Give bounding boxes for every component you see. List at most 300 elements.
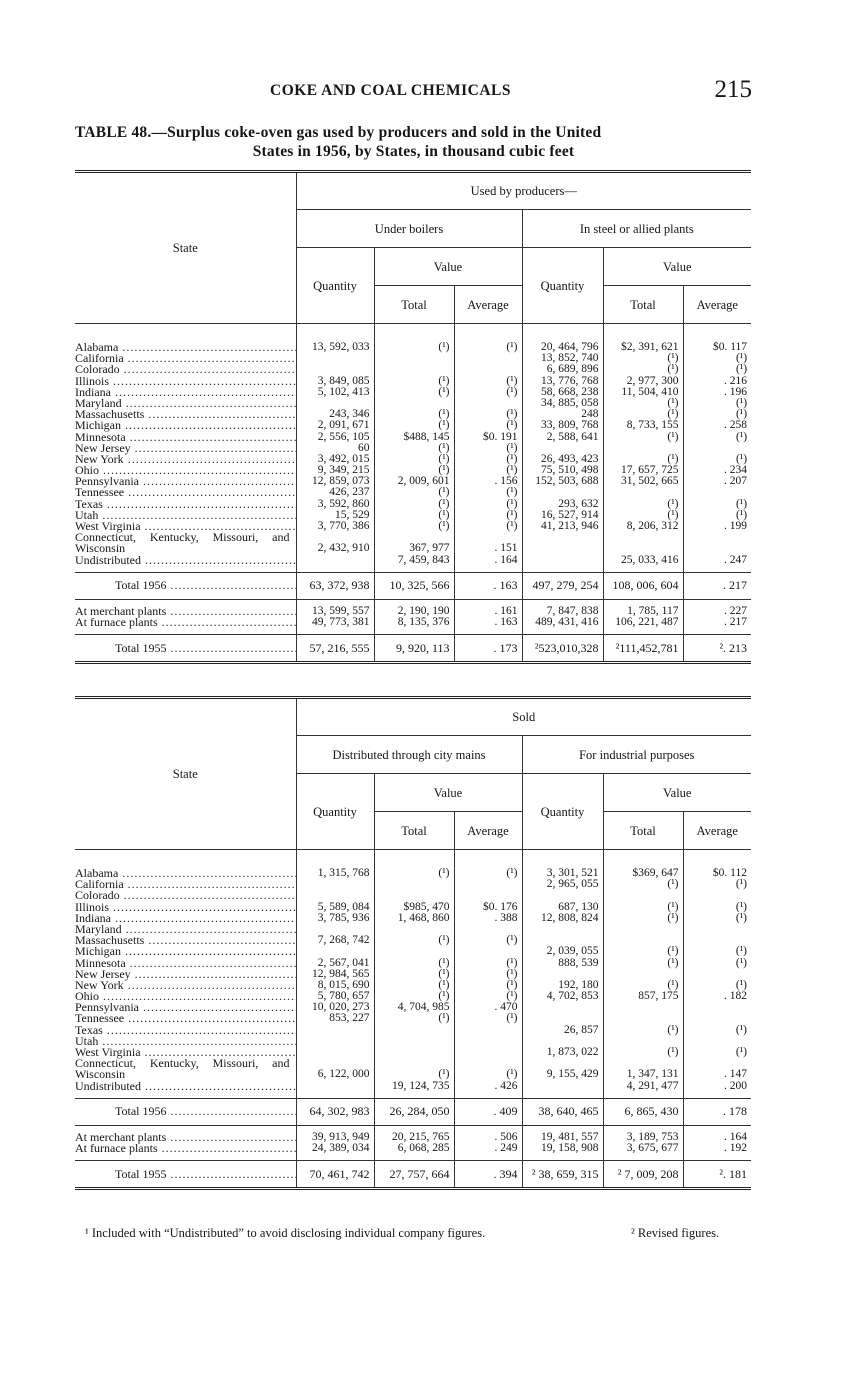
- value-cell: 4, 704, 985: [397, 1001, 450, 1014]
- total-value: ² 7, 009, 208: [603, 1161, 683, 1189]
- value-cell: [375, 946, 450, 957]
- value-cell: (¹): [735, 945, 747, 958]
- value-header: Value: [603, 248, 751, 286]
- value-cell: 12, 859, 073: [312, 475, 370, 488]
- value-cell: [375, 890, 450, 901]
- value-cell: $0. 112: [712, 867, 747, 879]
- value-cell: (¹): [735, 1023, 747, 1036]
- value-cell: $0. 117: [712, 341, 748, 353]
- value-cell: (¹): [438, 978, 450, 991]
- value-cell: [455, 1047, 518, 1058]
- value-cell: $0. 176: [483, 900, 518, 913]
- col-value-total-steel: [603, 324, 683, 573]
- value-cell: (¹): [667, 452, 679, 465]
- value-cell: 3, 785, 936: [317, 911, 370, 924]
- value-cell: (¹): [735, 430, 748, 443]
- state-label: New York .....: [75, 980, 296, 991]
- state-label: Illinois .....: [75, 902, 296, 913]
- plants-cell: [522, 1125, 603, 1160]
- value-cell: 8, 015, 690: [317, 978, 370, 991]
- value-cell: [684, 1002, 748, 1013]
- value-cell: (¹): [506, 374, 518, 387]
- value-cell: [375, 364, 450, 375]
- total-1955-row: [75, 635, 751, 663]
- value-cell: (¹): [735, 396, 748, 409]
- value-cell: (¹): [735, 911, 747, 924]
- value-cell: $369, 647: [632, 867, 679, 879]
- value-cell: 3, 301, 521: [546, 867, 599, 879]
- value-cell: 2, 039, 055: [546, 945, 599, 958]
- value-cell: (¹): [667, 945, 679, 958]
- total-value: ²523,010,328: [522, 635, 603, 663]
- merchant-plants-value: . 506: [494, 1130, 518, 1143]
- value-cell: 2, 091, 671: [317, 419, 370, 432]
- value-cell: (¹): [667, 878, 679, 891]
- value-cell: [523, 1013, 599, 1024]
- value-cell: 3, 592, 860: [317, 497, 370, 510]
- value-cell: (¹): [667, 1046, 679, 1058]
- value-cell: (¹): [506, 508, 518, 521]
- furnace-plants-value: 489, 431, 416: [535, 615, 599, 628]
- furnace-plants-label: At furnace plants .....: [75, 1143, 296, 1154]
- col-value-average-city: [454, 850, 522, 1099]
- state-label: Undistributed .....: [75, 1081, 296, 1092]
- value-cell: [455, 364, 518, 375]
- value-cell: (¹): [506, 341, 518, 353]
- total-value: 497, 279, 254: [522, 572, 603, 599]
- state-label: Texas .....: [75, 499, 296, 510]
- value-cell: [297, 1036, 370, 1047]
- value-header: Value: [603, 774, 751, 812]
- value-cell: (¹): [506, 486, 518, 499]
- total-header: Total: [603, 812, 683, 850]
- total-value: . 409: [454, 1098, 522, 1125]
- value-header: Value: [374, 774, 522, 812]
- page-header: [75, 78, 752, 108]
- value-cell: [375, 1036, 450, 1047]
- value-cell: (¹): [506, 520, 518, 532]
- value-cell: [297, 1081, 370, 1092]
- value-cell: 687, 130: [558, 900, 599, 913]
- state-label: Indiana .....: [75, 913, 296, 924]
- value-cell: [297, 879, 370, 890]
- value-cell: 6, 689, 896: [546, 363, 599, 376]
- value-cell: (¹): [438, 508, 450, 521]
- state-label: New Jersey .....: [75, 969, 296, 980]
- value-cell: 9, 155, 429: [546, 1068, 599, 1081]
- value-cell: 152, 503, 688: [535, 475, 599, 488]
- value-cell: . 470: [494, 1001, 518, 1014]
- value-cell: [455, 890, 518, 901]
- value-cell: 26, 493, 423: [541, 452, 599, 465]
- value-cell: 25, 033, 416: [621, 553, 679, 566]
- col-value-total-city: [374, 850, 454, 1099]
- group-header: Used by producers—: [296, 172, 751, 210]
- sold-table: [75, 696, 751, 1190]
- group-header: Sold: [296, 698, 751, 736]
- value-cell: 5, 102, 413: [317, 385, 370, 398]
- value-cell: 3, 770, 386: [317, 520, 370, 532]
- state-label: Texas .....: [75, 1025, 296, 1036]
- value-cell: 5, 589, 084: [317, 900, 370, 913]
- furnace-plants-value: . 163: [494, 615, 518, 628]
- value-cell: (¹): [667, 956, 679, 969]
- furnace-plants-value: 24, 389, 034: [312, 1141, 370, 1154]
- furnace-plants-value: 3, 675, 677: [626, 1141, 679, 1154]
- state-label: Michigan .....: [75, 420, 296, 431]
- value-cell: (¹): [438, 408, 450, 421]
- value-cell: (¹): [506, 408, 518, 421]
- value-cell: (¹): [506, 419, 518, 432]
- value-cell: (¹): [667, 1023, 679, 1036]
- value-cell: (¹): [735, 1046, 747, 1058]
- state-label: Colorado .....: [75, 890, 296, 901]
- value-cell: 13, 592, 033: [312, 341, 370, 353]
- total-value: . 178: [683, 1098, 751, 1125]
- value-cell: [297, 1025, 370, 1036]
- col-quantity-city: [296, 850, 374, 1099]
- value-cell: 13, 852, 740: [541, 352, 599, 365]
- plants-cell: [603, 599, 683, 634]
- value-cell: 3, 849, 085: [317, 374, 370, 387]
- value-cell: [297, 946, 370, 957]
- merchant-plants-value: . 227: [724, 604, 748, 617]
- value-cell: 60: [358, 441, 370, 454]
- value-cell: (¹): [667, 978, 679, 991]
- total-value: 26, 284, 050: [374, 1098, 454, 1125]
- total-1955-row: [75, 1161, 751, 1189]
- value-cell: [684, 924, 748, 935]
- col-quantity-steel: [522, 324, 603, 573]
- plants-cell: [296, 599, 374, 634]
- col-value-average-boilers: [454, 324, 522, 573]
- value-cell: [297, 890, 370, 901]
- total-value: 57, 216, 555: [296, 635, 374, 663]
- value-cell: . 182: [724, 990, 747, 1003]
- merchant-plants-value: 13, 599, 557: [312, 604, 370, 617]
- total-value: ² 38, 659, 315: [522, 1161, 603, 1189]
- value-cell: (¹): [735, 452, 748, 465]
- value-cell: (¹): [667, 497, 679, 510]
- value-cell: [523, 532, 599, 554]
- industrial-header: For industrial purposes: [522, 736, 751, 774]
- value-cell: (¹): [506, 1012, 518, 1025]
- value-cell: 8, 733, 155: [626, 419, 679, 432]
- value-cell: . 156: [494, 475, 518, 488]
- state-rows: [75, 324, 751, 573]
- furnace-plants-value: 19, 158, 908: [541, 1141, 599, 1154]
- value-cell: 34, 885, 058: [541, 396, 599, 409]
- furnace-plants-value: 49, 773, 381: [312, 615, 370, 628]
- value-cell: (¹): [735, 956, 747, 969]
- state-label: Connecticut, Kentucky, Missouri, and Wisconsin: [75, 1056, 290, 1082]
- average-header: Average: [454, 286, 522, 324]
- total-value: . 217: [683, 572, 751, 599]
- total-value: 63, 372, 938: [296, 572, 374, 599]
- average-header: Average: [454, 812, 522, 850]
- value-cell: 41, 213, 946: [541, 520, 599, 532]
- value-cell: [297, 1047, 370, 1058]
- total-value: 27, 757, 664: [374, 1161, 454, 1189]
- total-value: . 394: [454, 1161, 522, 1189]
- total-header: Total: [374, 812, 454, 850]
- value-header: Value: [374, 248, 522, 286]
- plants-cell: [374, 599, 454, 634]
- value-cell: (¹): [667, 396, 679, 409]
- total-1956-row: [75, 572, 751, 599]
- quantity-header: Quantity: [296, 774, 374, 850]
- value-cell: 1, 873, 022: [546, 1046, 599, 1058]
- value-cell: 17, 657, 725: [621, 464, 679, 477]
- value-cell: [604, 487, 679, 498]
- total-value: . 163: [454, 572, 522, 599]
- merchant-plants-value: . 164: [724, 1130, 747, 1143]
- value-cell: 13, 776, 768: [541, 374, 599, 387]
- value-cell: (¹): [667, 508, 679, 521]
- col-value-total-industrial: [603, 850, 683, 1099]
- value-cell: (¹): [506, 464, 518, 477]
- state-label: Maryland .....: [75, 924, 296, 935]
- state-label: Alabama .....: [75, 342, 296, 353]
- value-cell: (¹): [506, 385, 518, 398]
- total-value: ². 181: [683, 1161, 751, 1189]
- under-boilers-header: Under boilers: [296, 210, 522, 248]
- quantity-header: Quantity: [296, 248, 374, 324]
- average-header: Average: [683, 286, 751, 324]
- value-cell: (¹): [735, 352, 748, 365]
- value-cell: (¹): [506, 452, 518, 465]
- furnace-plants-value: 6, 068, 285: [397, 1141, 450, 1154]
- value-cell: 5, 780, 657: [317, 990, 370, 1003]
- value-cell: . 164: [494, 553, 518, 566]
- value-cell: [523, 1002, 599, 1013]
- state-label: Utah .....: [75, 510, 296, 521]
- steel-plants-header: In steel or allied plants: [522, 210, 751, 248]
- value-cell: (¹): [667, 911, 679, 924]
- state-label: Utah .....: [75, 1036, 296, 1047]
- value-cell: 1, 315, 768: [317, 867, 370, 879]
- value-cell: 3, 492, 015: [317, 452, 370, 465]
- total-value: 6, 865, 430: [603, 1098, 683, 1125]
- value-cell: 192, 180: [558, 978, 599, 991]
- value-cell: . 216: [724, 374, 748, 387]
- value-cell: 2, 432, 910: [317, 542, 370, 555]
- merchant-plants-value: 1, 785, 117: [627, 604, 679, 617]
- value-cell: 26, 857: [564, 1023, 599, 1036]
- value-cell: $985, 470: [403, 900, 450, 913]
- value-cell: [455, 1025, 518, 1036]
- state-label: New York .....: [75, 454, 296, 465]
- value-cell: (¹): [438, 1012, 450, 1025]
- value-cell: (¹): [735, 900, 747, 913]
- table-title-line1: TABLE 48.—Surplus coke-oven gas used by producers and sold in the United: [75, 124, 602, 141]
- value-cell: 2, 977, 300: [626, 374, 679, 387]
- value-cell: 6, 122, 000: [317, 1068, 370, 1081]
- value-cell: [604, 1013, 679, 1024]
- value-cell: (¹): [438, 374, 450, 387]
- total-label: Total 1955 .....: [75, 1161, 296, 1189]
- state-label: West Virginia .....: [75, 1047, 296, 1058]
- value-cell: [604, 924, 679, 935]
- value-cell: 426, 237: [329, 486, 370, 499]
- value-cell: [684, 1013, 748, 1024]
- value-cell: 1, 468, 860: [397, 911, 450, 924]
- plants-rows: [75, 599, 751, 634]
- value-cell: . 258: [724, 419, 748, 432]
- value-cell: . 207: [724, 475, 748, 488]
- value-cell: 2, 009, 601: [397, 475, 450, 488]
- plants-cell: [374, 1125, 454, 1160]
- average-header: Average: [683, 812, 751, 850]
- state-label: Colorado .....: [75, 364, 296, 375]
- plants-cell: [454, 599, 522, 634]
- total-value: 70, 461, 742: [296, 1161, 374, 1189]
- plants-cell: [683, 599, 751, 634]
- plants-cell: [454, 1125, 522, 1160]
- value-cell: (¹): [506, 1068, 518, 1081]
- value-cell: [604, 890, 679, 901]
- value-cell: (¹): [438, 956, 450, 969]
- value-cell: (¹): [438, 385, 450, 398]
- value-cell: [523, 890, 599, 901]
- value-cell: (¹): [667, 408, 679, 421]
- value-cell: (¹): [438, 486, 450, 499]
- value-cell: [455, 353, 518, 364]
- total-header: Total: [374, 286, 454, 324]
- value-cell: (¹): [667, 900, 679, 913]
- state-label: Maryland .....: [75, 398, 296, 409]
- total-1956-row: [75, 1098, 751, 1125]
- furnace-plants-value: 8, 135, 376: [397, 615, 450, 628]
- state-label: Illinois .....: [75, 376, 296, 387]
- merchant-plants-value: 7, 847, 838: [546, 604, 599, 617]
- running-title: COKE AND COAL CHEMICALS: [270, 82, 512, 99]
- merchant-plants-value: 20, 215, 765: [392, 1130, 450, 1143]
- value-cell: 243, 346: [329, 408, 370, 421]
- furnace-plants-value: . 217: [724, 615, 748, 628]
- value-cell: (¹): [438, 967, 450, 980]
- value-cell: . 426: [494, 1079, 518, 1092]
- quantity-header: Quantity: [522, 774, 603, 850]
- total-value: 64, 302, 983: [296, 1098, 374, 1125]
- state-label: Massachusetts .....: [75, 409, 296, 420]
- value-cell: 58, 668, 238: [541, 385, 599, 398]
- value-cell: [684, 532, 748, 554]
- footnote-1: ¹ Included with “Undistributed” to avoid disclosing individual company figures.: [85, 1226, 486, 1240]
- value-cell: . 196: [724, 385, 748, 398]
- value-cell: (¹): [438, 497, 450, 510]
- value-cell: (¹): [506, 497, 518, 510]
- value-cell: [523, 924, 599, 935]
- value-cell: 33, 809, 768: [541, 419, 599, 432]
- value-cell: (¹): [667, 363, 679, 376]
- state-label: Alabama .....: [75, 868, 296, 879]
- value-cell: (¹): [506, 934, 518, 947]
- value-cell: (¹): [438, 1068, 450, 1081]
- value-cell: (¹): [506, 441, 518, 454]
- total-label: Total 1956 .....: [75, 1098, 296, 1125]
- value-cell: (¹): [438, 341, 450, 353]
- plants-cell: [522, 599, 603, 634]
- used-by-producers-table: [75, 170, 751, 664]
- value-cell: 75, 510, 498: [541, 464, 599, 477]
- value-cell: [455, 1036, 518, 1047]
- value-cell: (¹): [438, 990, 450, 1003]
- state-label: Ohio .....: [75, 991, 296, 1002]
- value-cell: 2, 588, 641: [546, 430, 599, 443]
- furnace-plants-value: . 249: [494, 1141, 518, 1154]
- state-label: New Jersey .....: [75, 443, 296, 454]
- value-cell: . 147: [724, 1068, 747, 1081]
- value-cell: . 388: [494, 911, 518, 924]
- value-cell: 9, 349, 215: [317, 464, 370, 477]
- value-cell: (¹): [735, 508, 748, 521]
- value-cell: [684, 890, 748, 901]
- total-label: Total 1956 .....: [75, 572, 296, 599]
- value-cell: [375, 879, 450, 890]
- value-cell: (¹): [438, 934, 450, 947]
- table-title-line2: States in 1956, by States, in thousand cubic feet: [252, 143, 575, 160]
- value-cell: [684, 487, 748, 498]
- value-cell: (¹): [506, 967, 518, 980]
- plants-rows: [75, 1125, 751, 1160]
- state-label: Massachusetts .....: [75, 935, 296, 946]
- value-cell: [297, 353, 370, 364]
- page-number: 215: [714, 76, 752, 103]
- furnace-plants-value: 106, 221, 487: [615, 615, 679, 628]
- value-cell: [523, 1081, 599, 1092]
- value-cell: (¹): [735, 363, 748, 376]
- total-value: 38, 640, 465: [522, 1098, 603, 1125]
- state-label: West Virginia .....: [75, 521, 296, 532]
- state-names: [75, 324, 296, 573]
- value-cell: 4, 291, 477: [626, 1079, 679, 1092]
- value-cell: (¹): [506, 978, 518, 991]
- value-cell: 20, 464, 796: [541, 341, 599, 353]
- value-cell: 857, 175: [638, 990, 679, 1003]
- value-cell: (¹): [667, 430, 679, 443]
- state-label: Ohio .....: [75, 465, 296, 476]
- value-cell: . 247: [724, 553, 748, 566]
- value-cell: (¹): [735, 878, 747, 891]
- total-value: ²111,452,781: [603, 635, 683, 663]
- value-cell: 19, 124, 735: [392, 1079, 450, 1092]
- total-label: Total 1955 .....: [75, 635, 296, 663]
- value-cell: 293, 632: [558, 497, 599, 510]
- value-cell: (¹): [506, 867, 518, 879]
- city-mains-header: Distributed through city mains: [296, 736, 522, 774]
- value-cell: [297, 364, 370, 375]
- value-cell: 888, 539: [558, 956, 599, 969]
- col-value-total-boilers: [374, 324, 454, 573]
- plants-cell: [603, 1125, 683, 1160]
- value-cell: 2, 556, 105: [317, 430, 370, 443]
- merchant-plants-value: 19, 481, 557: [541, 1130, 599, 1143]
- state-label: Indiana .....: [75, 387, 296, 398]
- value-cell: [297, 555, 370, 566]
- total-header: Total: [603, 286, 683, 324]
- value-cell: (¹): [438, 452, 450, 465]
- value-cell: (¹): [735, 978, 747, 991]
- value-cell: 8, 206, 312: [626, 520, 679, 532]
- state-label: Undistributed .....: [75, 555, 296, 566]
- total-value: 10, 325, 566: [374, 572, 454, 599]
- value-cell: 12, 808, 824: [541, 911, 599, 924]
- state-label: Michigan .....: [75, 946, 296, 957]
- state-header: State: [75, 698, 296, 850]
- value-cell: 16, 527, 914: [541, 508, 599, 521]
- merchant-plants-value: 3, 189, 753: [626, 1130, 679, 1143]
